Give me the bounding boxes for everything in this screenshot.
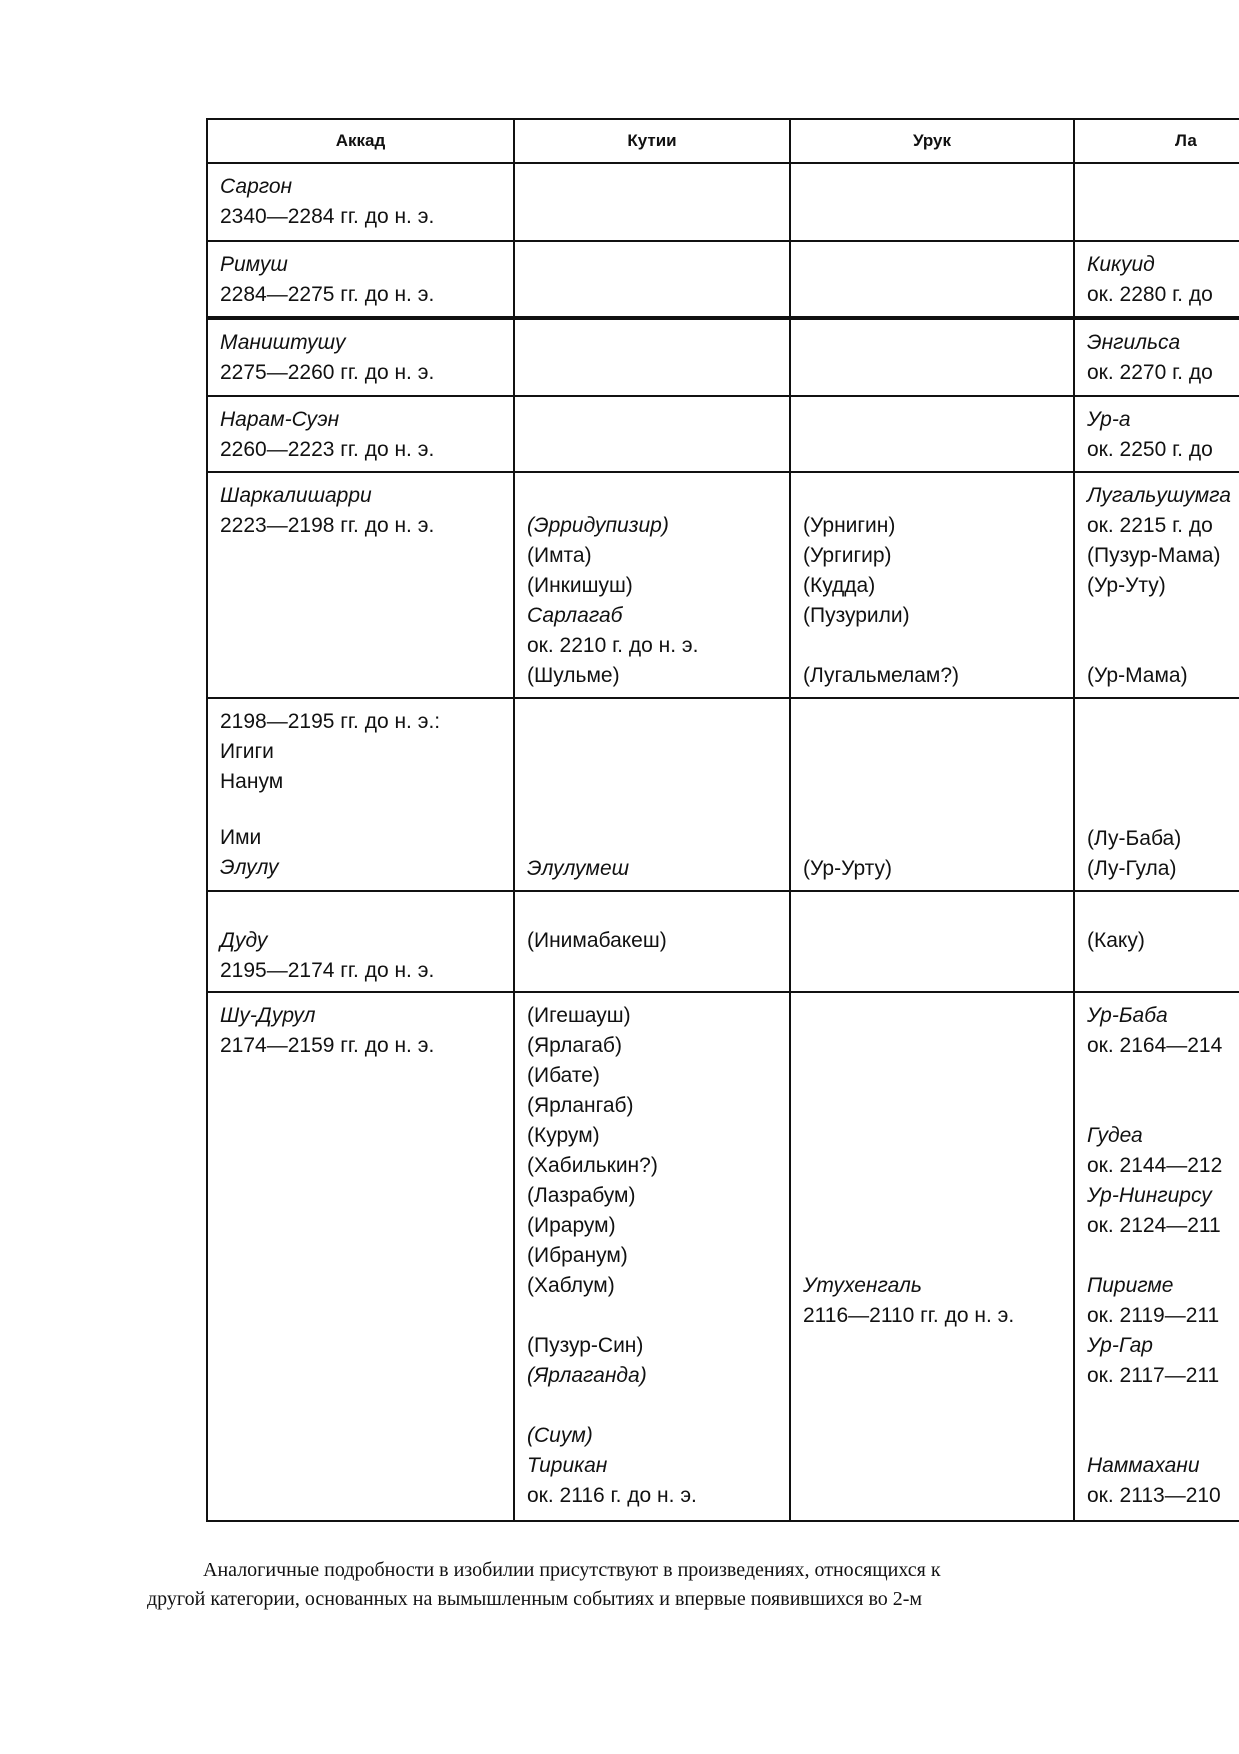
table-row-anarchy	[207, 698, 1239, 891]
header-akkad: Аккад	[207, 119, 514, 163]
cell-line: (Инкишуш)	[527, 574, 633, 597]
cell-anarchy-gutians	[514, 698, 790, 891]
cell-line: (Эрридупизир)	[527, 514, 669, 537]
cell-shu-durul-lagash	[1074, 992, 1239, 1521]
cell-spacer	[527, 900, 779, 926]
cell-sharkalisharri-akkad	[207, 472, 514, 698]
cell-line: ок. 2215 г. до	[1087, 514, 1213, 537]
cell-line: 2223—2198 гг. до н. э.	[220, 514, 435, 537]
table-row-sharkalisharri	[207, 472, 1239, 698]
cell-shu-durul-akkad	[207, 992, 514, 1521]
cell-line: (Пузурили)	[803, 604, 910, 627]
cell-line: (Урнигин)	[803, 514, 896, 537]
cell-spacer	[803, 1001, 1063, 1031]
cell-line: Нанум	[220, 770, 284, 793]
cell-shu-durul-gutians	[514, 992, 790, 1521]
cell-spacer	[1087, 1391, 1239, 1421]
cell-line: ок. 2144—212	[1087, 1154, 1223, 1177]
cell-line: (Кудда)	[803, 574, 876, 597]
cell-line: (Игешауш)	[527, 1004, 631, 1027]
cell-naram-suen-gutians	[514, 396, 790, 472]
cell-spacer	[220, 797, 503, 823]
cell-sharkalisharri-lagash	[1074, 472, 1239, 698]
table-row-naram-suen	[207, 396, 1239, 472]
cell-line: ок. 2280 г. до	[1087, 283, 1213, 306]
body-paragraph	[147, 1556, 1153, 1614]
cell-line: (Ярлангаб)	[527, 1094, 634, 1117]
cell-line: Дуду	[220, 929, 268, 952]
table-row-dudu	[207, 891, 1239, 992]
cell-sharkalisharri-gutians	[514, 472, 790, 698]
cell-line: ок. 2117—211	[1087, 1364, 1220, 1387]
cell-anarchy-lagash	[1074, 698, 1239, 891]
cell-naram-suen-akkad	[207, 396, 514, 472]
cell-line: (Ургигир)	[803, 544, 892, 567]
table-header-row	[207, 119, 1239, 163]
cell-line: (Лу-Гула)	[1087, 857, 1177, 880]
cell-line: Элулумеш	[527, 857, 630, 880]
cell-line: Утухенгаль	[803, 1274, 922, 1297]
table-body	[207, 163, 1239, 1521]
cell-line: (Сиум)	[527, 1424, 593, 1447]
cell-dudu-lagash	[1074, 891, 1239, 992]
cell-line: ок. 2210 г. до н. э.	[527, 634, 699, 657]
paragraph-line-1: Аналогичные подробности в изобилии присутствуют в произведениях, относящихся к	[203, 1559, 941, 1581]
cell-naram-suen-lagash	[1074, 396, 1239, 472]
table-row-rimush	[207, 241, 1239, 318]
cell-line: (Ибате)	[527, 1064, 600, 1087]
cell-sharkalisharri-uruk	[790, 472, 1074, 698]
cell-line: Ур-Нингирсу	[1087, 1184, 1212, 1207]
cell-line: 2260—2223 гг. до н. э.	[220, 438, 435, 461]
header-uruk: Урук	[790, 119, 1074, 163]
cell-rimush-uruk	[790, 241, 1074, 318]
cell-line: ок. 2113—210	[1087, 1484, 1221, 1507]
cell-line: 2198—2195 гг. до н. э.:	[220, 710, 441, 733]
cell-naram-suen-uruk	[790, 396, 1074, 472]
cell-line: Гудеа	[1087, 1124, 1143, 1147]
cell-line: Тирикан	[527, 1454, 608, 1477]
cell-line: ок. 2250 г. до	[1087, 438, 1213, 461]
cell-line: ок. 2164—214	[1087, 1034, 1223, 1057]
cell-line: Римуш	[220, 253, 288, 276]
cell-line: (Хабилькин?)	[527, 1154, 658, 1177]
cell-line: Ими	[220, 826, 262, 849]
cell-spacer	[803, 481, 1063, 511]
cell-line: (Лазрабум)	[527, 1184, 636, 1207]
cell-shu-durul-uruk	[790, 992, 1074, 1521]
cell-spacer	[803, 1241, 1063, 1271]
cell-line: (Хаблум)	[527, 1274, 615, 1297]
cell-line: (Курум)	[527, 1124, 600, 1147]
header-gutians: Кутии	[514, 119, 790, 163]
cell-manishtushu-gutians	[514, 318, 790, 396]
cell-spacer	[803, 1121, 1063, 1151]
cell-spacer	[1087, 1061, 1239, 1091]
cell-line: (Каку)	[1087, 929, 1145, 952]
cell-line: Нарам-Суэн	[220, 408, 340, 431]
cell-line: Игиги	[220, 740, 274, 763]
cell-line: (Ур-Урту)	[803, 857, 893, 880]
cell-line: (Шульме)	[527, 664, 620, 687]
cell-line: 2174—2159 гг. до н. э.	[220, 1034, 435, 1057]
header-lagash: Ла	[1074, 119, 1239, 163]
cell-spacer	[803, 631, 1063, 661]
cell-dudu-gutians	[514, 891, 790, 992]
cell-line: (Инимабакеш)	[527, 929, 667, 952]
cell-line: (Ибранум)	[527, 1244, 628, 1267]
cell-spacer	[803, 1091, 1063, 1121]
cell-rimush-lagash	[1074, 241, 1239, 318]
cell-line: Ур-Баба	[1087, 1004, 1168, 1027]
cell-line: Сарлагаб	[527, 604, 623, 627]
cell-spacer	[803, 1211, 1063, 1241]
cell-line: 2116—2110 гг. до н. э.	[803, 1304, 1015, 1327]
cell-line: ок. 2119—211	[1087, 1304, 1220, 1327]
cell-spacer	[527, 481, 779, 511]
cell-sargon-akkad	[207, 163, 514, 241]
cell-spacer	[1087, 900, 1239, 926]
cell-line: Пиригме	[1087, 1274, 1174, 1297]
cell-rimush-gutians	[514, 241, 790, 318]
cell-spacer	[803, 1151, 1063, 1181]
cell-line: Наммахани	[1087, 1454, 1200, 1477]
cell-line: ок. 2116 г. до н. э.	[527, 1484, 697, 1507]
cell-spacer	[803, 1031, 1063, 1061]
chronology-table	[206, 118, 1239, 1522]
cell-spacer	[1087, 631, 1239, 661]
cell-anarchy-uruk	[790, 698, 1074, 891]
cell-line: (Ярлаганда)	[527, 1364, 647, 1387]
cell-line: Элулу	[220, 856, 279, 879]
cell-line: 2195—2174 гг. до н. э.	[220, 959, 435, 982]
cell-sargon-uruk	[790, 163, 1074, 241]
cell-rimush-akkad	[207, 241, 514, 318]
cell-spacer	[527, 1391, 779, 1421]
cell-line: ок. 2270 г. до	[1087, 361, 1213, 384]
cell-line: Саргон	[220, 175, 293, 198]
cell-spacer	[803, 1181, 1063, 1211]
cell-line: (Ирарум)	[527, 1214, 616, 1237]
table-row-sargon	[207, 163, 1239, 241]
cell-manishtushu-lagash	[1074, 318, 1239, 396]
cell-line: Ур-а	[1087, 408, 1131, 431]
cell-line: 2275—2260 гг. до н. э.	[220, 361, 435, 384]
cell-line: (Пузур-Син)	[527, 1334, 644, 1357]
cell-line: (Лугальмелам?)	[803, 664, 960, 687]
paragraph-line-2: другой категории, основанных на вымышленным событиях и впервые появившихся во 2-м	[147, 1588, 923, 1610]
cell-line: (Ярлагаб)	[527, 1034, 622, 1057]
cell-dudu-akkad	[207, 891, 514, 992]
table-row-manishtushu	[207, 318, 1239, 396]
cell-spacer	[803, 1061, 1063, 1091]
cell-manishtushu-uruk	[790, 318, 1074, 396]
cell-spacer	[1087, 1421, 1239, 1451]
cell-line: 2284—2275 гг. до н. э.	[220, 283, 435, 306]
cell-line: Шу-Дурул	[220, 1004, 316, 1027]
cell-sargon-gutians	[514, 163, 790, 241]
cell-line: ок. 2124—211	[1087, 1214, 1221, 1237]
table-row-shu-durul	[207, 992, 1239, 1521]
cell-dudu-uruk	[790, 891, 1074, 992]
cell-sargon-lagash	[1074, 163, 1239, 241]
cell-spacer	[1087, 1091, 1239, 1121]
cell-line: Лугальушумга	[1087, 484, 1231, 507]
cell-line: (Имта)	[527, 544, 592, 567]
cell-manishtushu-akkad	[207, 318, 514, 396]
cell-line: Ур-Гар	[1087, 1334, 1153, 1357]
cell-line: Кикуид	[1087, 253, 1155, 276]
cell-spacer	[1087, 1241, 1239, 1271]
cell-line: (Ур-Мама)	[1087, 664, 1188, 687]
cell-spacer	[1087, 601, 1239, 631]
cell-spacer	[220, 900, 503, 926]
cell-line: Маништушу	[220, 331, 346, 354]
cell-line: (Пузур-Мама)	[1087, 544, 1221, 567]
cell-line: (Ур-Уту)	[1087, 574, 1166, 597]
cell-line: 2340—2284 гг. до н. э.	[220, 205, 435, 228]
cell-spacer	[527, 1301, 779, 1331]
cell-line: Шаркалишарри	[220, 484, 372, 507]
cell-line: (Лу-Баба)	[1087, 827, 1182, 850]
cell-line: Энгильса	[1087, 331, 1181, 354]
cell-anarchy-akkad	[207, 698, 514, 891]
